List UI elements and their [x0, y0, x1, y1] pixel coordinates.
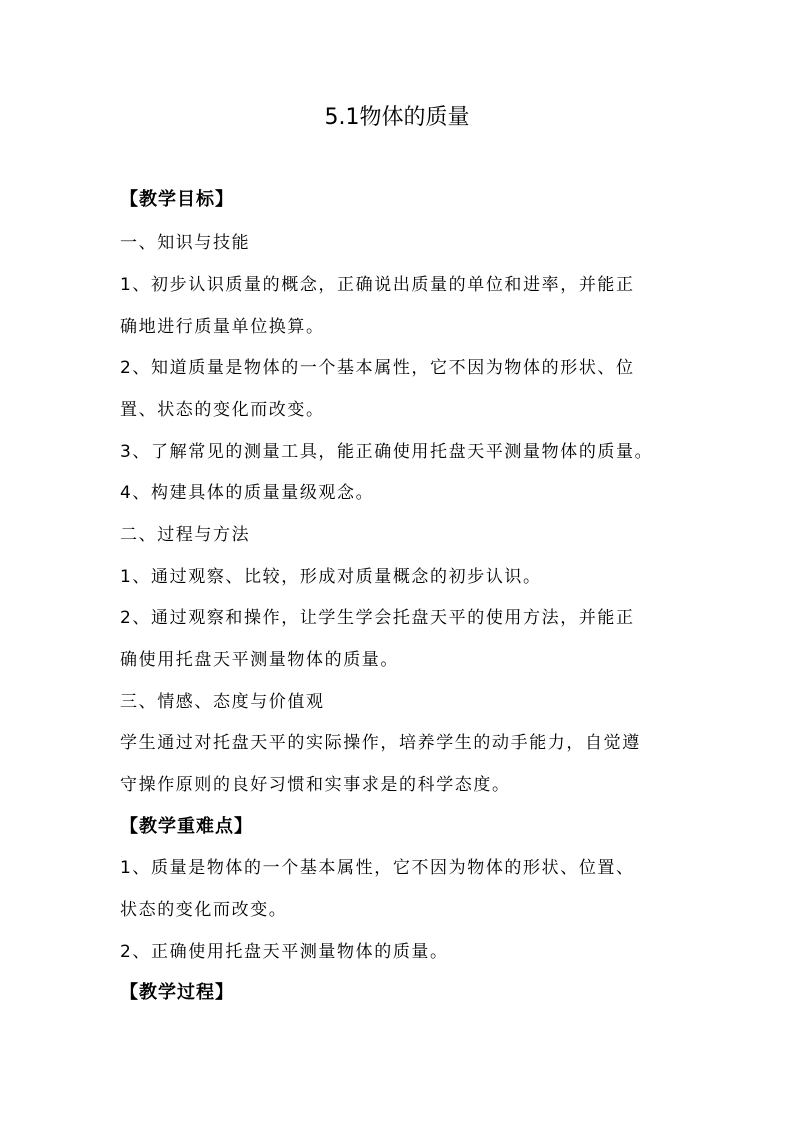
paragraph-line: 4、构建具体的质量量级观念。: [120, 483, 375, 503]
document-title: 5.1物体的质量: [324, 105, 470, 130]
paragraph-line: 1、初步认识质量的概念，正确说出质量的单位和进率，并能正: [120, 275, 635, 295]
paragraph-line: 2、通过观察和操作，让学生学会托盘天平的使用方法，并能正: [120, 608, 635, 628]
key-points-heading: 【教学重难点】: [120, 816, 253, 837]
paragraph-line: 确使用托盘天平测量物体的质量。: [120, 650, 399, 670]
paragraph-line: 1、质量是物体的一个基本属性，它不因为物体的形状、位置、: [120, 858, 635, 878]
paragraph-line: 守操作原则的良好习惯和实事求是的科学态度。: [120, 775, 511, 795]
paragraph-line: 状态的变化而改变。: [120, 900, 288, 920]
process-heading: 二、过程与方法: [120, 525, 251, 545]
paragraph-line: 2、知道质量是物体的一个基本属性，它不因为物体的形状、位: [120, 358, 635, 378]
paragraph-line: 学生通过对托盘天平的实际操作，培养学生的动手能力，自觉遵: [120, 733, 641, 753]
teaching-process-heading: 【教学过程】: [120, 982, 234, 1003]
paragraph-line: 确地进行质量单位换算。: [120, 317, 325, 337]
paragraph-line: 1、通过观察、比较，形成对质量概念的初步认识。: [120, 567, 542, 587]
objectives-heading: 【教学目标】: [120, 189, 234, 210]
emotion-heading: 三、情感、态度与价值观: [120, 692, 325, 712]
paragraph-line: 置、状态的变化而改变。: [120, 400, 325, 420]
paragraph-line: 2、正确使用托盘天平测量物体的质量。: [120, 942, 449, 962]
knowledge-heading: 一、知识与技能: [120, 233, 251, 253]
paragraph-line: 3、了解常见的测量工具，能正确使用托盘天平测量物体的质量。: [120, 442, 654, 462]
